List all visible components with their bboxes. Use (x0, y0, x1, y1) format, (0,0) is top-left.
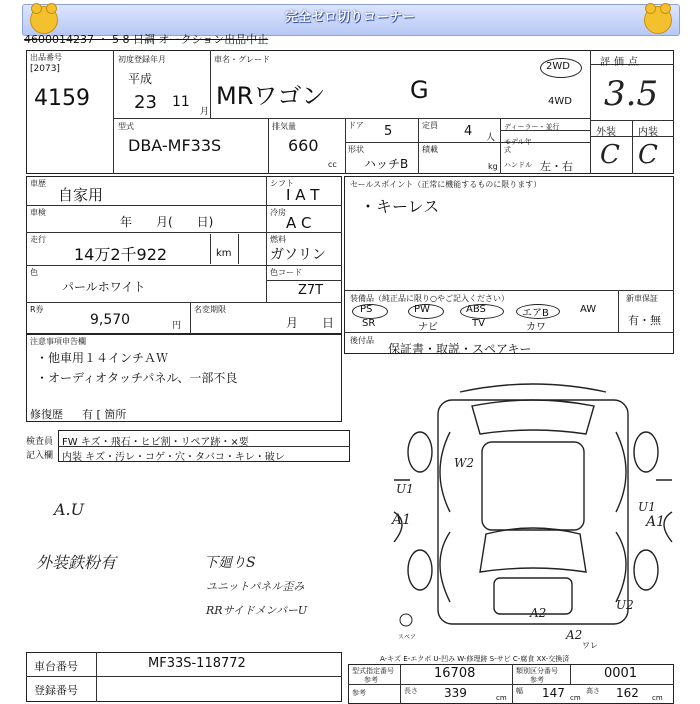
equip-ps: PS (360, 304, 373, 315)
inspector-label-2: 記入欄 (26, 451, 54, 461)
inspector-row-1: FW キズ・飛石・ヒビ割・リペア跡・×要 (62, 437, 249, 448)
usage-label: 車歴 (30, 179, 46, 188)
accessories-value: 保証書・取説・スペアキー (388, 342, 532, 356)
reg-month: 11 (172, 94, 190, 110)
damage-a1-right: A1 (646, 514, 666, 530)
handwritten-note-1: A.U (54, 500, 85, 519)
length-unit: cm (496, 694, 507, 702)
damage-a2-bottom: A2 (566, 628, 583, 642)
damage-u2: U2 (616, 598, 634, 612)
equip-pw: PW (414, 304, 430, 315)
handle-value: 左・右 (540, 160, 573, 173)
car-name-label: 車名・グレード (214, 55, 270, 64)
handwritten-note-5: RRサイドメンバーU (206, 604, 308, 617)
shape-label: 形状 (348, 145, 364, 154)
inspector-row-2: 内装 キズ・汚レ・コゲ・穴・タバコ・キレ・破レ (62, 452, 285, 463)
category-value: 0001 (604, 666, 638, 681)
lot-label: 出品番号 (30, 53, 62, 62)
width-value: 147 (542, 686, 565, 700)
car-name: MRワゴン (216, 82, 326, 110)
interior-grade: C (638, 140, 658, 170)
sales-points-value: ・キーレス (360, 197, 440, 216)
drive-2wd: 2WD (546, 61, 570, 72)
category-label: 類別区分番号 (516, 667, 558, 675)
displacement-value: 660 (288, 136, 319, 155)
capacity-unit: 人 (486, 133, 496, 143)
capacity-value: 4 (464, 124, 473, 139)
equip-abs: ABS (466, 304, 486, 315)
model-designation-sanko: 参考 (364, 676, 378, 684)
color-code-value: Z7T (298, 283, 324, 298)
reg-date-label: 初度登録年月 (118, 55, 166, 64)
handwritten-note-4: ユニットパネル歪み (206, 580, 305, 593)
height-label: 高さ (586, 687, 600, 695)
grade: G (410, 76, 429, 104)
damage-w2: W2 (454, 456, 474, 470)
usage-value: 自家用 (58, 186, 104, 204)
crack-label: ワレ (582, 641, 598, 650)
score-value: 3.5 (604, 74, 659, 114)
model-designation-label: 型式指定番号 (352, 667, 394, 675)
notes-line-2: ・オーディオタッチパネル、一部不良 (36, 371, 238, 385)
notes-label: 注意事項申告欄 (30, 337, 86, 346)
width-label: 幅 (516, 687, 523, 695)
equip-leather: カワ (526, 322, 546, 333)
inspection-label: 車検 (30, 208, 46, 217)
door-value: 5 (384, 124, 393, 139)
recycle-value: 9,570 (90, 312, 131, 328)
shape-value: ハッチB (364, 157, 409, 171)
damage-u1-left: U1 (396, 482, 414, 496)
spare-label: スペア (398, 634, 417, 641)
damage-a2: A2 (530, 606, 547, 620)
load-unit: kg (488, 162, 498, 171)
new-car-label: 新車保証 (626, 294, 658, 303)
handle-label: ハンドル (504, 161, 532, 169)
displacement-label: 排気量 (272, 122, 296, 131)
dimensions-sanko: 参考 (352, 689, 366, 697)
damage-legend: A-キズ E-エクボ U-凹み W-修理跡 S-サビ C-腐食 XX-交換済 (380, 655, 570, 663)
equipment-label: 装備品（純正品に限り○やご記入ください） (350, 294, 509, 303)
accessories-label: 後付品 (350, 336, 374, 345)
repair-label: 修復歴 (30, 408, 63, 421)
color-value: パールホワイト (62, 280, 146, 294)
name-change-label: 名変期限 (194, 305, 226, 314)
door-label: ドア (348, 121, 364, 130)
color-label: 色 (30, 268, 38, 277)
month-unit: 月 (200, 107, 210, 117)
mileage-value: 14万2千922 (74, 245, 168, 264)
chassis-label: 車台番号 (34, 660, 78, 673)
dealer-label: ディーラー・並行 (504, 123, 560, 131)
equip-navi: ナビ (418, 322, 438, 333)
registration-label: 登録番号 (34, 684, 78, 697)
equip-sr: SR (362, 318, 376, 329)
interior-label: 内装 (638, 127, 658, 138)
load-label: 積載 (422, 145, 438, 154)
model-year-label: モデル年式 (504, 138, 532, 154)
height-value: 162 (616, 686, 639, 700)
score-label: 評価点 (600, 57, 642, 68)
length-value: 339 (444, 686, 467, 700)
displacement-unit: cc (328, 160, 337, 169)
handwritten-note-2: 外装鉄粉有 (36, 553, 117, 572)
drive-4wd: 4WD (548, 96, 572, 107)
model-label: 型式 (118, 122, 134, 131)
inspection-value: 年 月( 日) (120, 215, 214, 229)
fuel-value: ガソリン (270, 247, 326, 263)
color-code-label: 色コード (270, 268, 302, 277)
era: 平成 (128, 72, 153, 86)
lot-sub: [2073] (30, 64, 60, 74)
length-label: 長さ (404, 687, 418, 695)
equip-airbag: エアB (522, 308, 549, 319)
notes-line-1: ・他車用１４インチＡＷ (36, 351, 169, 365)
ac-label: 冷房 (270, 208, 286, 217)
repair-value: 有 [ 箇所 (82, 408, 127, 421)
recycle-label: R券 (30, 305, 44, 314)
banner-title: 完全ゼロ切りコーナー (284, 10, 415, 25)
width-unit: cm (570, 694, 581, 702)
model-value: DBA-MF33S (128, 136, 222, 155)
capacity-label: 定員 (422, 121, 438, 130)
lot-number: 4159 (34, 86, 90, 111)
reg-year: 23 (134, 92, 157, 113)
ac-value: A C (286, 214, 312, 232)
shift-value: I A T (286, 186, 320, 204)
struck-header-text: 4600014237 ・ 5 8 日調 オークション出品中止 (24, 33, 269, 46)
handwritten-note-3: 下廻りS (204, 555, 256, 571)
shift-label: シフト (270, 179, 294, 188)
chassis-value: MF33S-118772 (148, 656, 246, 671)
equip-aw: AW (580, 304, 597, 315)
sales-points-label: セールスポイント（正常に機能するものに限ります） (350, 180, 542, 189)
new-car-value: 有・無 (628, 314, 661, 327)
exterior-label: 外装 (596, 127, 616, 138)
equip-tv: TV (472, 318, 485, 329)
damage-a1-left: A1 (392, 512, 412, 528)
mileage-label: 走行 (30, 235, 46, 244)
height-unit: cm (652, 694, 663, 702)
damage-u1-right: U1 (638, 500, 656, 514)
inspector-label-1: 検査員 (26, 437, 54, 447)
recycle-unit: 円 (172, 321, 182, 331)
category-sanko: 参考 (530, 676, 544, 684)
exterior-grade: C (600, 140, 620, 170)
name-change-value: 月 日 (286, 316, 335, 330)
fuel-label: 燃料 (270, 235, 286, 244)
mileage-unit: km (216, 248, 232, 259)
car-damage-diagram (390, 372, 680, 642)
model-designation-value: 16708 (434, 666, 476, 681)
